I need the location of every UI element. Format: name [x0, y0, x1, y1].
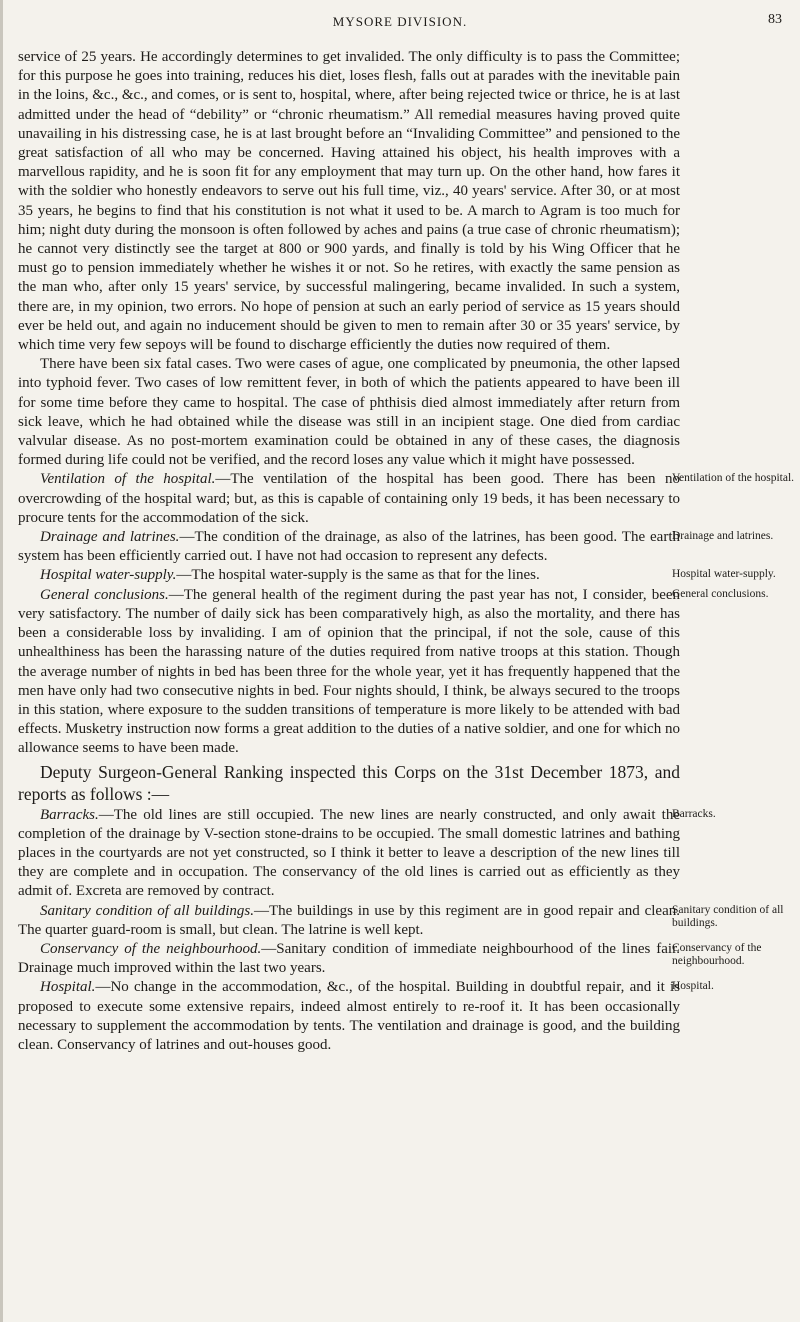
section-lead: Conservancy of the neighbourhood.	[40, 940, 262, 957]
section-general-conclusions	[18, 586, 680, 759]
section-conservancy	[18, 940, 680, 978]
page-number: 83	[768, 12, 782, 27]
section-lead: General conclusions.	[40, 586, 169, 603]
section-water-supply	[18, 566, 680, 585]
paragraph-pension: service of 25 years. He accordingly determines to get invalided. The only difficulty is to pass the Committee; for this purpose he goes into training, reduces his diet, loses flesh, falls out at parades with the inevitable pain in the loins, &c., &c., and comes, or is sent to, hospital, where, after being rejected twice or thrice, he is at last admitted under the head of “debility” or “chronic rheumatism.” All remedial measures having proved quite unavailing in his distressing case, he is at last brought before an “Invaliding Committee” and pensioned to the great satisfaction of all who may be concerned. Having attained his object, his health improves with a marvellous rapidity, and he is soon fit for any employment that may turn up. On the other hand, how fares it with the soldier who honestly endeavors to serve out his full time, viz., 40 years' service. After 30, or at most 35 years, he begins to find that his constitution is not what it used to be. A march to Agram is too much for him; night duty during the monsoon is often followed by aches and pains (a true case of chronic rheumatism); he cannot very distinctly see the target at 800 or 900 yards, and finally is told by his Wing Officer that he must go to pension immediately whether he wishes it or not. So he retires, with exactly the same pension as the man who, after only 15 years' service, by successful malingering, became invalided. In such a system, there are, in my opinion, two errors. No hope of pension at such an early period of service as 15 years should ever be held out, and again no inducement should be given to men to remain after 30 or 35 years' service, by which time very few sepoys will be found to discharge efficiently the duties now required of them.	[18, 49, 680, 354]
body-text	[18, 48, 680, 1055]
margin-note-ventilation: Ventilation of the hospital.	[672, 472, 795, 484]
section-text: —The hospital water-supply is the same as that for the lines.	[176, 567, 540, 584]
margin-note-drainage: Drainage and latrines.	[672, 530, 774, 542]
margin-note-sanitary-condition: Sanitary condition of all buildings.	[672, 904, 784, 929]
running-title: MYSORE DIVISION.	[332, 14, 468, 29]
section-text: —The buildings in use by this regiment are in good repair and clean. The quarter guard-room is small, but clean. The latrine is well kept.	[18, 902, 680, 938]
page-edge-shadow	[0, 0, 3, 1322]
section-lead: Hospital water-supply.	[40, 567, 177, 584]
section-text: —The general health of the regiment during the past year has not, I consider, been very satisfactory. The number of daily sick has been comparatively high, as also the mortality, and there has been a considerable loss by invaliding. I am of opinion that the principal, if not the sole, cause of this unhealthiness has been the harassing nature of the duties required from native troops at this station. Though the average number of nights in bed has been three for the whole year, yet it has frequently happened that the men have only had two consecutive nights in bed. Four nights should, I think, be always secured to the troops in this station, where exposure to the sudden transitions of temperature is more likely to be attended with bad effects. Musketry instruction now forms a great addition to the duties of a native soldier, and one for which no allowance seems to have been made.	[18, 586, 681, 757]
section-ventilation	[18, 470, 680, 528]
section-text: —The old lines are still occupied. The new lines are nearly constructed, and only await the completion of the drainage by V-section stone-drains to be occupied. The small domestic latrines and bathing places in the courtyards are not yet constructed, so I think it better to leave a description of the new lines till they are complete and in occupation. The conservancy of the old lines is carried out as efficiently as they admit of. Excreta are removed by contract.	[18, 806, 680, 900]
section-hospital	[18, 978, 680, 1055]
section-lead: Sanitary condition of all buildings.	[40, 902, 254, 919]
paragraph-fatal-cases: There have been six fatal cases. Two were cases of ague, one complicated by pneumonia, the other lapsed into typhoid fever. Two cases of low remittent fever, in both of which the patients appeared to have been ill for some time before they came to hospital. The case of phthisis died almost immediately after return from sick leave, which he had obtained while the disease was still in an incipient stage. One died from cardiac valvular disease. As no post-mortem examination could be obtained in any of these cases, the diagnosis formed during life could not be verified, and the record loses any value which it might have possessed.	[18, 356, 680, 469]
margin-note-general-conclusions: General conclusions.	[672, 588, 769, 600]
section-text: —The condition of the drainage, as also of the latrines, has been good. The earth system has been efficiently carried out. I have not had occasion to represent any defects.	[18, 529, 680, 565]
section-sanitary-condition	[18, 902, 680, 940]
margin-note-hospital: Hospital.	[672, 980, 714, 992]
section-drainage	[18, 528, 680, 566]
section-lead: Barracks.	[40, 806, 99, 823]
section-lead: Ventilation of the hospital.	[40, 471, 216, 488]
section-text: —The ventilation of the hospital has been good. There has been no overcrowding of the hospital ward; but, as this is capable of containing only 19 beds, it has been necessary to procure tents for the accommodation of the sick.	[18, 471, 680, 526]
margin-note-conservancy: Conservancy of the neighbourhood.	[672, 942, 762, 967]
margin-note-water-supply: Hospital water-supply.	[672, 568, 776, 580]
section-lead: Drainage and latrines.	[40, 529, 180, 546]
section-barracks	[18, 806, 680, 902]
section-text: —Sanitary condition of immediate neighbourhood of the lines fair. Drainage much improved within the last two years.	[18, 940, 680, 977]
section-text: —No change in the accommodation, &c., of the hospital. Building in doubtful repair, and it is proposed to execute some extensive repairs, indeed almost entirely to re-roof it. It has been occasionally necessary to supplement the accommodation by tents. The ventilation and drainage is good, and the building clean. Conservancy of latrines and out-houses good.	[18, 979, 680, 1053]
inspection-heading: Deputy Surgeon-General Ranking inspected this Corps on the 31st December 1873, and reports as follows :—	[18, 761, 680, 804]
section-lead: Hospital.	[40, 979, 96, 996]
margin-note-barracks: Barracks.	[672, 808, 716, 820]
